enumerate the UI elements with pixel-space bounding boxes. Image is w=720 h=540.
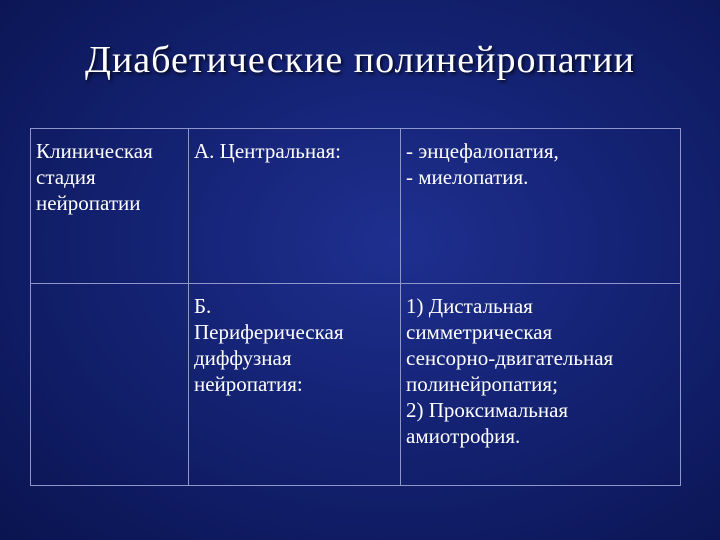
neuropathy-table — [30, 128, 681, 486]
cell-line: 2) Проксимальная — [406, 398, 569, 422]
cell-line: - энцефалопатия, — [406, 139, 559, 163]
manifestations-cell — [401, 129, 681, 284]
cell-line: Б. — [194, 294, 212, 318]
cell-line: симметрическая — [406, 320, 553, 344]
cell-line: - миелопатия. — [406, 165, 529, 189]
table-row — [31, 129, 681, 284]
cell-line: сенсорно-двигательная — [406, 346, 614, 370]
manifestations-cell — [401, 284, 681, 486]
type-cell — [189, 129, 401, 284]
type-cell — [189, 284, 401, 486]
cell-line: стадия — [36, 165, 96, 189]
slide-title: Диабетические полинейропатии — [85, 39, 635, 81]
cell-line: Периферическая — [194, 320, 344, 344]
stage-cell — [31, 284, 189, 486]
cell-line: амиотрофия. — [406, 424, 521, 448]
cell-line: нейропатии — [36, 191, 141, 215]
cell-line: Клиническая — [36, 139, 153, 163]
cell-line: нейропатия: — [194, 372, 303, 396]
cell-line: А. Центральная: — [194, 139, 341, 163]
stage-cell — [31, 129, 189, 284]
cell-line: диффузная — [194, 346, 292, 370]
cell-line: 1) Дистальная — [406, 294, 533, 318]
table-row — [31, 284, 681, 486]
cell-line: полинейропатия; — [406, 372, 558, 396]
